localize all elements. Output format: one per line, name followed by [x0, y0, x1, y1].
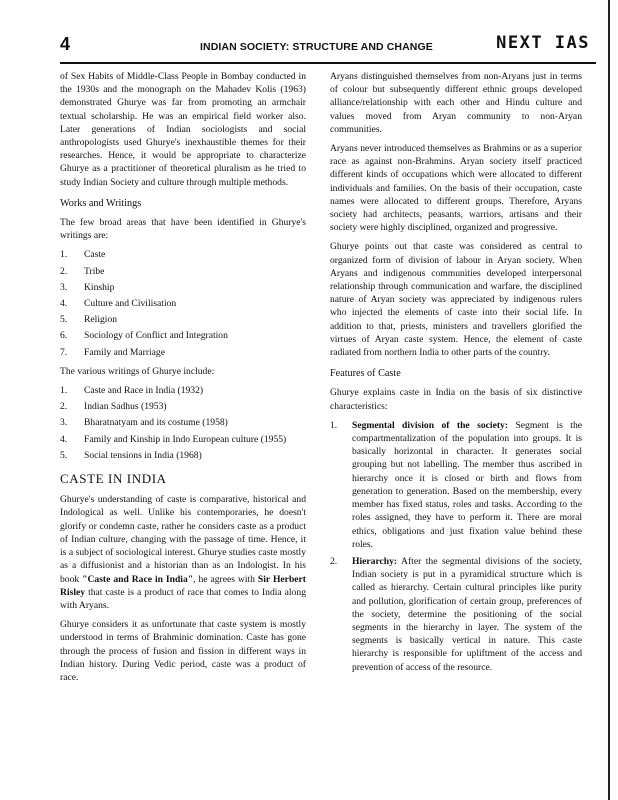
list-item: 5. Religion: [60, 314, 118, 326]
list-item: 4. Family and Kinship in Indo European culture (1955): [60, 433, 287, 445]
list-item: 5. Social tensions in India (1968): [60, 449, 202, 461]
ghurye-paragraph: Ghurye points out that caste was considered as central to organized form of division of labour in Aryan society. When Aryans and indigenous communities developed interpersonal relationship through communication and warfare, the disciplined nature of Aryan society was appreciated by indigenous rulers who injected the elements of caste into their social life. In addition to that, priests, ministers and travellers glorified the virtues of Aryan caste system. Hence, the element of caste radiated from northern India to other parts of the country.: [330, 241, 582, 359]
list-item: 1. Caste and Race in India (1932): [60, 385, 204, 397]
caste-paragraph-2: Ghurye considers it as unfortunate that caste system is mostly understood in terms of Brahminic domination. Caste has gone through the process of fusion and fission in different ways in Indian history. During Vedic period, caste was a product of race.: [60, 619, 306, 683]
areas-list: [60, 248, 306, 358]
list-item: 1. Caste: [60, 249, 106, 261]
features-heading: Features of Caste: [330, 368, 401, 380]
page-edge-rule: [608, 0, 610, 800]
list-item: 2. Hierarchy: After the segmental divisions of the society, Indian society is put in a pyramidical structure which is called as hierarchy. Certain cultural principles like purity and pollution, glorification of certain group, preferences of the society, determine the positioning of the social segments in the hierarchy in layer. The system of the segments is basically vertical in nature. This caste hierarchy is responsible for upliftment of the access and prevention of access of the resource.: [330, 555, 582, 673]
works-intro: The few broad areas that have been identified in Ghurye's writings are:: [60, 217, 306, 242]
author-name: Sir Herbert Risley: [60, 573, 306, 598]
aryans-paragraph-1: Aryans distinguished themselves from non-Aryans just in terms of colour but subsequently different ethnic groups developed alliance/relationship with each other and Hindu culture and values moved from Aryan community to non-Aryan communities.: [330, 71, 582, 135]
running-title: INDIAN SOCIETY: STRUCTURE AND CHANGE: [200, 41, 433, 53]
intro-paragraph: of Sex Habits of Middle-Class People in Bombay conducted in the 1930s and the monograph on the Mahadev Kolis (1963) demonstrated Ghurye was far from promoting an armchair textual scholarship. He was an empirical field worker also. Later generations of Indian sociologists and social anthropologists used Ghurye's inexhaustible themes for their researches. Hence, it would be appropriate to characterize Ghurye as a practitioner of theoretical pluralism as he tried to study Indian Society and culture through multiple methods.: [60, 71, 306, 188]
list-item: 3. Kinship: [60, 281, 115, 293]
left-column: [60, 70, 306, 690]
list-item: 4. Culture and Civilisation: [60, 298, 177, 310]
brand-logo: NEXT IAS: [496, 33, 590, 53]
list-item: 3. Bharatnatyam and its costume (1958): [60, 417, 228, 429]
list-item: 2. Tribe: [60, 265, 105, 277]
features-list: [330, 419, 582, 674]
list-item: 2. Indian Sadhus (1953): [60, 401, 167, 413]
list-item: 7. Family and Marriage: [60, 346, 165, 358]
section-title: CASTE IN INDIA: [60, 471, 167, 487]
right-column: [330, 70, 582, 680]
writings-intro: The various writings of Ghurye include:: [60, 365, 215, 377]
works-heading: Works and Writings: [60, 197, 142, 209]
list-item: 1. Segmental division of the society: Segment is the compartmentalization of the population into groups. It is basically horizontal in character. It generates social grouping but not labelling. The member thus ascribed in hierarchy once it is closed or birth and flows from generation to generation. Based on the membership, every member has fixed status, roles and tasks. According to the roles assigned, they have to perform it. There are moral ethics, obligations and just fixation value behind these roles.: [330, 419, 583, 550]
book-title: "Caste and Race in India": [82, 573, 194, 585]
aryans-paragraph-2: Aryans never introduced themselves as Brahmins or as a superior race as against non-Brahmins. Aryan society itself practiced different kinds of occupations which were allocated to different individuals and families. On the basis of their occupation, caste names were allocated to different groups. Therefore, Aryans society had architects, peasants, warriors, artisans and their society were highly disciplined, organized and progressive.: [330, 143, 582, 234]
page-number: 4: [60, 34, 71, 54]
writings-list: [60, 384, 306, 462]
page-header: [60, 33, 596, 64]
features-intro: Ghurye explains caste in India on the basis of six distinctive characteristics:: [330, 387, 582, 412]
list-item: 6. Sociology of Conflict and Integration: [60, 330, 228, 342]
caste-paragraph-1: Ghurye's understanding of caste is comparative, historical and Indological as well. Unlike his contemporaries, he doesn't glorify or condemn caste, rather he considers caste as a product of Indian culture, changing with the passage of time. Hence, it is a subject of sociological interest. Ghurye studies caste mostly as a diffusionist and a historian than as an Indologist. In his book "Caste and Race in India", he agrees with Sir Herbert Risley that caste is a product of race that comes to India along with Aryans.: [60, 494, 306, 611]
